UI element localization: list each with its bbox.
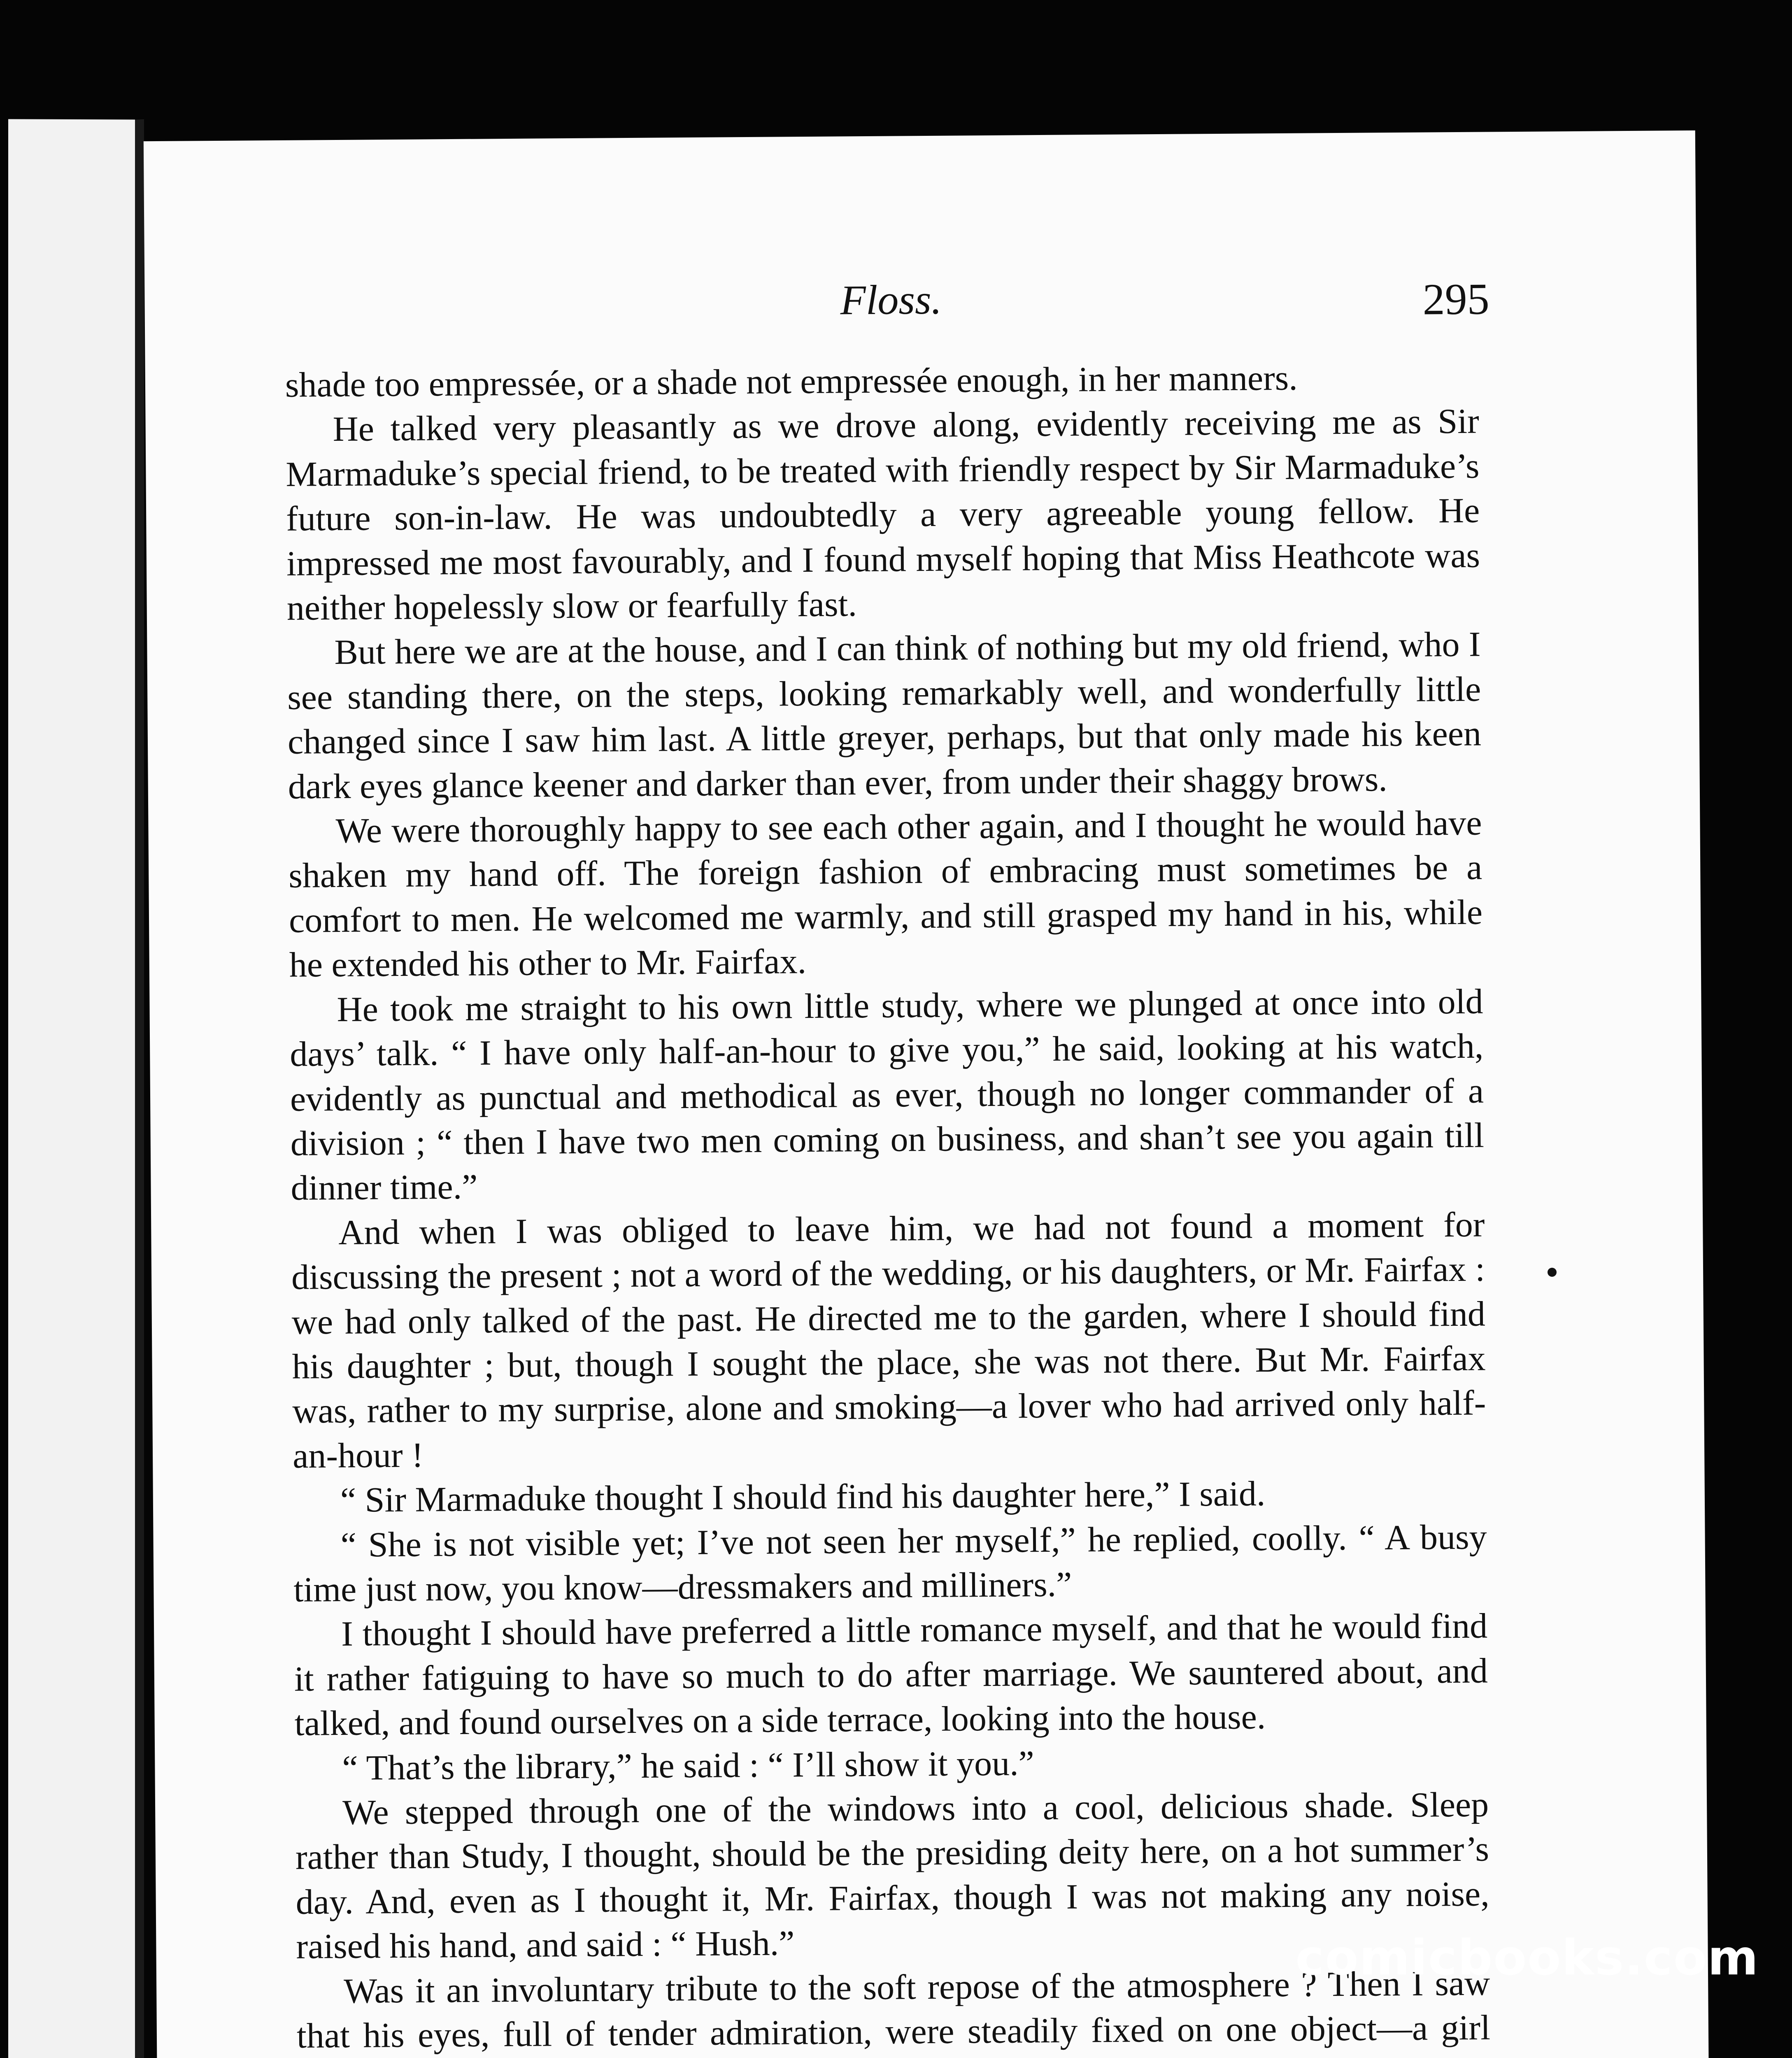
running-head bbox=[144, 270, 1697, 343]
paragraph: I thought I should have preferred a little romance myself, and that he would find it rather fatiguing to have so much to do after marriage. We sauntered about, and talked, and found ourselves on a side terrace, looking into the house. bbox=[294, 1606, 1488, 1743]
facing-page-edge bbox=[8, 119, 144, 2058]
paragraph: shade too empressée, or a shade not empressée enough, in her manners. bbox=[285, 358, 1298, 405]
paragraph: He talked very pleasantly as we drove along, evidently receiving me as Sir Marmaduke’s special friend, to be treated with friendly respect by Sir Marmaduke’s future son-in-law. He was undoubtedly a very agreeable young fellow. He impressed me most favourably, and I found myself hoping that Miss Heathcote was neither hopelessly slow or fearfully fast. bbox=[286, 401, 1480, 628]
paragraph: We were thoroughly happy to see each other again, and I thought he would have shaken my hand off. The foreign fashion of embracing must sometimes be a comfort to men. He welcomed me warmly, and still grasped my hand in his, while he extended his other to Mr. Fairfax. bbox=[288, 803, 1483, 985]
paragraph: Was it an involuntary tribute to the soft repose of the atmosphere ? Then I saw that his eyes, full of tender admiration, were steadily fixed on one object—a girl bbox=[296, 1963, 1491, 2056]
site-watermark: comicbooks.com bbox=[1295, 1929, 1759, 1986]
paragraph: “ Sir Marmaduke thought I should find his daughter here,” I said. bbox=[340, 1474, 1266, 1520]
paragraph: He took me straight to his own little study, where we plunged at once into old days’ talk. “ I have only half-an-hour to give you,” he said, looking at his watch, evidently as punctual and methodical as ever, though no longer commander of a division ; “ then I have two men coming on business, and shan’t see you again till dinner time.” bbox=[289, 981, 1485, 1208]
paragraph: We stepped through one of the windows into a cool, delicious shade. Sleep rather than Study, I thought, should be the presiding deity here, on a hot summer’s day. And, even as I thought it, Mr. Fairfax, though I was not making any noise, raised his hand, and said : “ Hush.” bbox=[295, 1784, 1489, 1966]
book-page bbox=[144, 130, 1713, 2058]
running-title: Floss. bbox=[840, 276, 942, 324]
paragraph: “ That’s the library,” he said : “ I’ll show it you.” bbox=[342, 1743, 1035, 1788]
paragraph: But here we are at the house, and I can think of nothing but my old friend, who I see standing there, on the steps, looking remarkably well, and wonderfully little changed since I saw him last. A little greyer, perhaps, but that only made his keen dark eyes glance keener and darker than ever, from under their shaggy brows. bbox=[287, 624, 1482, 806]
ink-speck bbox=[1548, 1268, 1557, 1277]
paragraph: And when I was obliged to leave him, we had not found a moment for discussing the present ; not a word of the wedding, or his daughters, or Mr. Fairfax : we had only talked of the past. He directed me to the garden, where I should find his daughter ; but, though I sought the place, she was not there. But Mr. Fairfax was, rather to my surprise, alone and smoking—a lover who had arrived only half-an-hour ! bbox=[291, 1204, 1486, 1476]
body-text bbox=[285, 354, 1492, 2058]
paragraph: “ She is not visible yet; I’ve not seen her myself,” he replied, coolly. “ A busy time just now, you know—dressmakers and milliners.” bbox=[293, 1517, 1487, 1609]
page-number: 295 bbox=[1422, 275, 1489, 324]
